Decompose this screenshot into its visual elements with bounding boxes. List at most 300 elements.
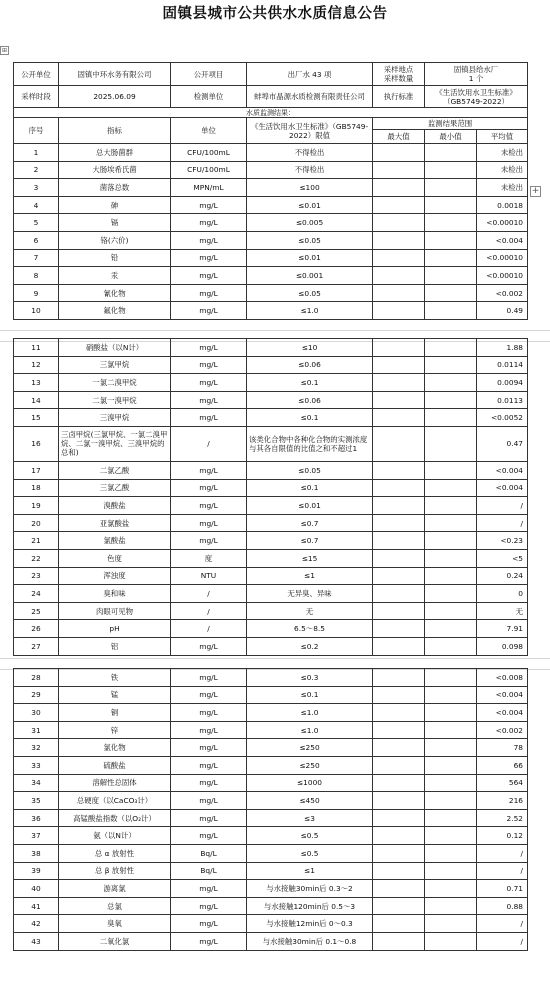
avg-value: <0.002 <box>477 284 528 302</box>
min-value <box>425 704 477 722</box>
indicator-name: 高锰酸盐指数（以O₂计） <box>59 809 171 827</box>
table-row <box>14 497 528 515</box>
indicator-name: 一氯二溴甲烷 <box>59 374 171 392</box>
avg-value: 564 <box>477 774 528 792</box>
table-row <box>14 391 528 409</box>
limit-value: ≤0.01 <box>247 497 373 515</box>
limit-value: ≤250 <box>247 739 373 757</box>
row-number: 35 <box>14 792 59 810</box>
limit-value: ≤0.01 <box>247 249 373 267</box>
table-row <box>14 179 528 197</box>
limit-value: 与水接触12min后 0～0.3 <box>247 915 373 933</box>
avg-value: 未检出 <box>477 144 528 162</box>
min-value <box>425 567 477 585</box>
avg-value: / <box>477 915 528 933</box>
limit-value: ≤0.3 <box>247 669 373 687</box>
avg-value: 2.52 <box>477 809 528 827</box>
max-value <box>373 196 425 214</box>
max-value <box>373 844 425 862</box>
indicator-name: 氰化物 <box>59 284 171 302</box>
avg-value: / <box>477 844 528 862</box>
min-value <box>425 774 477 792</box>
indicator-name: 三溴甲烷 <box>59 409 171 427</box>
column-header-row-1 <box>14 118 528 130</box>
unit-value: mg/L <box>171 704 247 722</box>
limit-value: 与水接触120min后 0.5～3 <box>247 897 373 915</box>
unit-value: mg/L <box>171 196 247 214</box>
max-value <box>373 514 425 532</box>
max-value <box>373 721 425 739</box>
unit-value: mg/L <box>171 231 247 249</box>
indicator-name: 溶解性总固体 <box>59 774 171 792</box>
indicator-name: 氯酸盐 <box>59 532 171 550</box>
row-number: 26 <box>14 620 59 638</box>
limit-value: ≤15 <box>247 549 373 567</box>
avg-value: <5 <box>477 549 528 567</box>
lab-label: 检测单位 <box>171 86 247 108</box>
max-value <box>373 637 425 655</box>
unit-value: mg/L <box>171 880 247 898</box>
min-value <box>425 284 477 302</box>
min-value <box>425 721 477 739</box>
max-value <box>373 161 425 179</box>
avg-value: 未检出 <box>477 161 528 179</box>
table-row <box>14 249 528 267</box>
table-row <box>14 620 528 638</box>
row-number: 43 <box>14 932 59 950</box>
max-value <box>373 231 425 249</box>
max-value <box>373 479 425 497</box>
unit-value: mg/L <box>171 214 247 232</box>
indicator-name: 镉 <box>59 214 171 232</box>
row-number: 19 <box>14 497 59 515</box>
limit-value: 无 <box>247 602 373 620</box>
min-value <box>425 809 477 827</box>
table-row <box>14 792 528 810</box>
table-row <box>14 844 528 862</box>
avg-value: 78 <box>477 739 528 757</box>
min-value <box>425 844 477 862</box>
indicator-name: 二氯一溴甲烷 <box>59 391 171 409</box>
unit-value: CFU/100mL <box>171 161 247 179</box>
table-row <box>14 532 528 550</box>
min-value <box>425 497 477 515</box>
unit-value: mg/L <box>171 739 247 757</box>
max-value <box>373 179 425 197</box>
table-row <box>14 461 528 479</box>
avg-value: 0.88 <box>477 897 528 915</box>
page-title: 固镇县城市公共供水水质信息公告 <box>162 6 388 22</box>
avg-value: <0.008 <box>477 669 528 687</box>
table-row <box>14 756 528 774</box>
row-number: 11 <box>14 339 59 357</box>
avg-value: <0.004 <box>477 686 528 704</box>
table-row <box>14 897 528 915</box>
unit-value: mg/L <box>171 637 247 655</box>
col-no: 序号 <box>14 118 59 144</box>
table-row <box>14 809 528 827</box>
max-value <box>373 249 425 267</box>
row-number: 6 <box>14 231 59 249</box>
indicator-name: 氨（以N计） <box>59 827 171 845</box>
unit-value: mg/L <box>171 532 247 550</box>
unit-value: mg/L <box>171 391 247 409</box>
avg-value: <0.004 <box>477 231 528 249</box>
indicator-name: 氟化物 <box>59 302 171 320</box>
table-row <box>14 827 528 845</box>
min-value <box>425 532 477 550</box>
indicator-name: 大肠埃希氏菌 <box>59 161 171 179</box>
col-unit: 单位 <box>171 118 247 144</box>
indicator-name: 溴酸盐 <box>59 497 171 515</box>
max-value <box>373 409 425 427</box>
min-value <box>425 179 477 197</box>
avg-value: 0.12 <box>477 827 528 845</box>
max-value <box>373 374 425 392</box>
row-number: 28 <box>14 669 59 687</box>
sample-time-label: 采样时段 <box>14 86 59 108</box>
row-number: 27 <box>14 637 59 655</box>
max-value <box>373 809 425 827</box>
row-number: 33 <box>14 756 59 774</box>
unit-value: mg/L <box>171 514 247 532</box>
limit-value: ≤0.1 <box>247 409 373 427</box>
min-value <box>425 196 477 214</box>
row-number: 17 <box>14 461 59 479</box>
sampling-site-label: 采样地点 <box>383 65 414 74</box>
table-row <box>14 409 528 427</box>
table-move-handle-icon[interactable]: ⊞ <box>1 47 8 54</box>
col-avg: 平均值 <box>477 130 528 144</box>
indicator-name: 二氧化氯 <box>59 932 171 950</box>
max-value <box>373 144 425 162</box>
row-number: 13 <box>14 374 59 392</box>
avg-value: 0.71 <box>477 880 528 898</box>
table-row <box>14 686 528 704</box>
limit-value: ≤0.1 <box>247 479 373 497</box>
min-value <box>425 267 477 285</box>
sampling-count-label: 采样数量 <box>383 74 414 83</box>
header-row-time <box>14 86 528 108</box>
avg-value: 216 <box>477 792 528 810</box>
max-value <box>373 897 425 915</box>
unit-value: mg/L <box>171 809 247 827</box>
sampling-site-value: 固镇县给水厂 <box>453 65 499 74</box>
row-number: 41 <box>14 897 59 915</box>
indicator-name: 菌落总数 <box>59 179 171 197</box>
unit-value: MPN/mL <box>171 179 247 197</box>
limit-value: ≤1 <box>247 567 373 585</box>
indicator-name: 硝酸盐（以N计） <box>59 339 171 357</box>
max-value <box>373 532 425 550</box>
table-row <box>14 302 528 320</box>
max-value <box>373 774 425 792</box>
col-min: 最小值 <box>425 130 477 144</box>
sampling-count-value: 1 个 <box>468 74 484 83</box>
max-value <box>373 585 425 603</box>
limit-value: ≤0.05 <box>247 461 373 479</box>
unit-value: mg/L <box>171 249 247 267</box>
limit-value: ≤0.05 <box>247 231 373 249</box>
max-value <box>373 391 425 409</box>
unit-value: mg/L <box>171 409 247 427</box>
row-number: 23 <box>14 567 59 585</box>
unit-value: mg/L <box>171 284 247 302</box>
lab-value: 蚌埠市晶源水质检测有限责任公司 <box>247 86 373 108</box>
table-row <box>14 567 528 585</box>
unit-value: mg/L <box>171 686 247 704</box>
unit-value: mg/L <box>171 721 247 739</box>
limit-value: 该类化合物中各种化合物的实测浓度与其各自限值的比值之和不超过1 <box>247 426 373 461</box>
indicator-name: 色度 <box>59 549 171 567</box>
min-value <box>425 756 477 774</box>
row-number: 24 <box>14 585 59 603</box>
min-value <box>425 620 477 638</box>
unit-value: mg/L <box>171 915 247 933</box>
indicator-name: 铅 <box>59 249 171 267</box>
avg-value: <0.23 <box>477 532 528 550</box>
table-row <box>14 862 528 880</box>
col-limit: 《生活饮用水卫生标准》（GB5749-2022）限值 <box>247 118 373 144</box>
unit-value: CFU/100mL <box>171 144 247 162</box>
max-value <box>373 284 425 302</box>
row-number: 39 <box>14 862 59 880</box>
unit-value: mg/L <box>171 497 247 515</box>
table-row <box>14 932 528 950</box>
max-value <box>373 756 425 774</box>
row-number: 40 <box>14 880 59 898</box>
row-number: 29 <box>14 686 59 704</box>
table-row <box>14 426 528 461</box>
max-value <box>373 686 425 704</box>
publisher-label: 公开单位 <box>14 63 59 86</box>
avg-value: / <box>477 497 528 515</box>
min-value <box>425 161 477 179</box>
min-value <box>425 339 477 357</box>
max-value <box>373 704 425 722</box>
min-value <box>425 792 477 810</box>
table-row <box>14 549 528 567</box>
limit-value: ≤0.5 <box>247 844 373 862</box>
min-value <box>425 302 477 320</box>
min-value <box>425 669 477 687</box>
water-quality-table-page-1 <box>13 62 528 320</box>
row-number: 4 <box>14 196 59 214</box>
row-number: 10 <box>14 302 59 320</box>
avg-value: <0.004 <box>477 479 528 497</box>
indicator-name: 二氯乙酸 <box>59 461 171 479</box>
indicator-name: 三氯乙酸 <box>59 479 171 497</box>
unit-value: mg/L <box>171 461 247 479</box>
max-value <box>373 827 425 845</box>
row-number: 12 <box>14 356 59 374</box>
table-row <box>14 721 528 739</box>
table-row <box>14 514 528 532</box>
min-value <box>425 880 477 898</box>
min-value <box>425 637 477 655</box>
table-row <box>14 739 528 757</box>
min-value <box>425 862 477 880</box>
row-number: 15 <box>14 409 59 427</box>
row-number: 18 <box>14 479 59 497</box>
table-row <box>14 356 528 374</box>
avg-value: / <box>477 932 528 950</box>
unit-value: mg/L <box>171 756 247 774</box>
row-number: 22 <box>14 549 59 567</box>
avg-value: <0.00010 <box>477 249 528 267</box>
avg-value: <0.004 <box>477 704 528 722</box>
min-value <box>425 932 477 950</box>
limit-value: ≤0.001 <box>247 267 373 285</box>
table-row <box>14 585 528 603</box>
col-max: 最大值 <box>373 130 425 144</box>
row-number: 20 <box>14 514 59 532</box>
min-value <box>425 827 477 845</box>
table-row <box>14 339 528 357</box>
table-row <box>14 774 528 792</box>
limit-value: 与水接触30min后 0.1～0.8 <box>247 932 373 950</box>
min-value <box>425 479 477 497</box>
water-quality-table-page-2 <box>13 338 528 656</box>
row-number: 2 <box>14 161 59 179</box>
indicator-name: 总硬度（以CaCO₃计） <box>59 792 171 810</box>
max-value <box>373 880 425 898</box>
indicator-name: 臭和味 <box>59 585 171 603</box>
indicator-name: 铜 <box>59 704 171 722</box>
limit-value: ≤10 <box>247 339 373 357</box>
max-value <box>373 792 425 810</box>
limit-value: ≤1.0 <box>247 302 373 320</box>
table-row <box>14 880 528 898</box>
limit-value: ≤1000 <box>247 774 373 792</box>
min-value <box>425 356 477 374</box>
avg-value: 0.0018 <box>477 196 528 214</box>
unit-value: mg/L <box>171 302 247 320</box>
add-column-icon[interactable]: + <box>531 186 540 196</box>
table-row <box>14 602 528 620</box>
min-value <box>425 231 477 249</box>
indicator-name: 铬(六价) <box>59 231 171 249</box>
limit-value: ≤0.06 <box>247 391 373 409</box>
min-value <box>425 391 477 409</box>
table-row <box>14 284 528 302</box>
table-row <box>14 144 528 162</box>
avg-value: 7.91 <box>477 620 528 638</box>
avg-value: 0.24 <box>477 567 528 585</box>
unit-value: mg/L <box>171 792 247 810</box>
col-range: 监测结果范围 <box>373 118 528 130</box>
indicator-name: 铝 <box>59 637 171 655</box>
table-row <box>14 231 528 249</box>
indicator-name: 浑浊度 <box>59 567 171 585</box>
min-value <box>425 549 477 567</box>
limit-value: ≤0.05 <box>247 284 373 302</box>
indicator-name: 砷 <box>59 196 171 214</box>
avg-value: 无 <box>477 602 528 620</box>
max-value <box>373 302 425 320</box>
avg-value: 66 <box>477 756 528 774</box>
min-value <box>425 602 477 620</box>
unit-value: mg/L <box>171 339 247 357</box>
row-number: 14 <box>14 391 59 409</box>
table-row <box>14 214 528 232</box>
avg-value: / <box>477 862 528 880</box>
limit-value: ≤0.06 <box>247 356 373 374</box>
row-number: 37 <box>14 827 59 845</box>
water-quality-table-page-3 <box>13 668 528 951</box>
limit-value: ≤0.005 <box>247 214 373 232</box>
max-value <box>373 669 425 687</box>
limit-value: ≤0.01 <box>247 196 373 214</box>
indicator-name: 总 α 放射性 <box>59 844 171 862</box>
indicator-name: 总大肠菌群 <box>59 144 171 162</box>
limit-value: ≤0.7 <box>247 532 373 550</box>
row-number: 32 <box>14 739 59 757</box>
table-row <box>14 267 528 285</box>
avg-value: 0.0114 <box>477 356 528 374</box>
item-value: 出厂水 43 项 <box>247 63 373 86</box>
row-number: 1 <box>14 144 59 162</box>
max-value <box>373 461 425 479</box>
min-value <box>425 461 477 479</box>
min-value <box>425 514 477 532</box>
row-number: 34 <box>14 774 59 792</box>
row-number: 5 <box>14 214 59 232</box>
row-number: 16 <box>14 426 59 461</box>
item-label: 公开项目 <box>171 63 247 86</box>
unit-value: mg/L <box>171 827 247 845</box>
min-value <box>425 585 477 603</box>
table-row <box>14 479 528 497</box>
unit-value: Bq/L <box>171 862 247 880</box>
limit-value: ≤0.1 <box>247 374 373 392</box>
table-row <box>14 161 528 179</box>
indicator-name: 亚氯酸盐 <box>59 514 171 532</box>
results-caption: 水质监测结果： <box>14 108 528 118</box>
max-value <box>373 339 425 357</box>
limit-value: 不得检出 <box>247 144 373 162</box>
header-row-publisher <box>14 63 528 86</box>
avg-value: <0.002 <box>477 721 528 739</box>
indicator-name: 汞 <box>59 267 171 285</box>
max-value <box>373 214 425 232</box>
indicator-name: pH <box>59 620 171 638</box>
indicator-name: 总 β 放射性 <box>59 862 171 880</box>
row-number: 31 <box>14 721 59 739</box>
min-value <box>425 409 477 427</box>
sample-time-value: 2025.06.09 <box>59 86 171 108</box>
indicator-name: 肉眼可见物 <box>59 602 171 620</box>
indicator-name: 铁 <box>59 669 171 687</box>
avg-value: 0.47 <box>477 426 528 461</box>
unit-value: / <box>171 602 247 620</box>
limit-value: ≤250 <box>247 756 373 774</box>
avg-value: 0.098 <box>477 637 528 655</box>
limit-value: 不得检出 <box>247 161 373 179</box>
indicator-name: 硫酸盐 <box>59 756 171 774</box>
limit-value: ≤450 <box>247 792 373 810</box>
table-row <box>14 374 528 392</box>
table-row <box>14 196 528 214</box>
table-row <box>14 704 528 722</box>
avg-value: <0.004 <box>477 461 528 479</box>
indicator-name: 锰 <box>59 686 171 704</box>
min-value <box>425 144 477 162</box>
limit-value: ≤1.0 <box>247 704 373 722</box>
unit-value: mg/L <box>171 374 247 392</box>
limit-value: ≤0.1 <box>247 686 373 704</box>
limit-value: 6.5～8.5 <box>247 620 373 638</box>
